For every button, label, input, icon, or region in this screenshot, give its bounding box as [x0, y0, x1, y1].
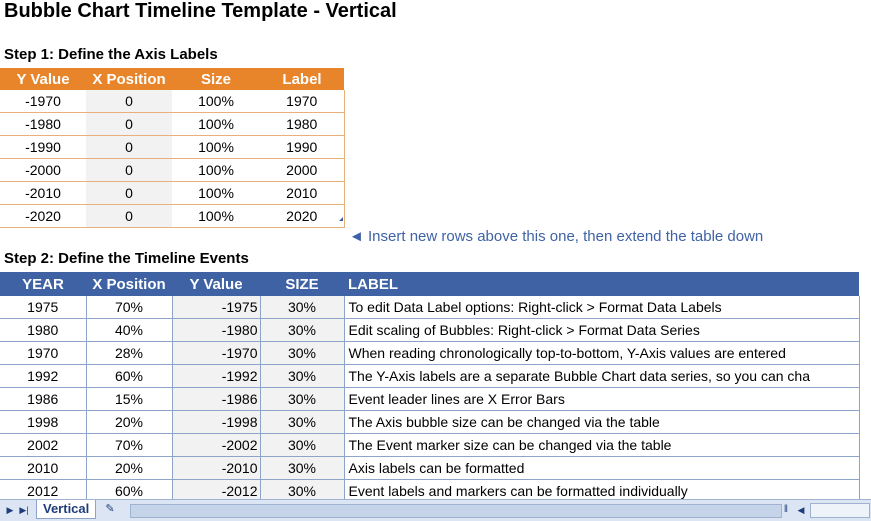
axis-yvalue-cell[interactable]: -2010	[0, 182, 86, 205]
axis-size-cell[interactable]: 100%	[172, 159, 260, 182]
insert-rows-hint: ◄ Insert new rows above this one, then extend the table down	[349, 228, 764, 245]
event-label-cell[interactable]: Event leader lines are X Error Bars	[344, 388, 859, 411]
axis-label-cell[interactable]: 2000	[260, 159, 344, 182]
axis-label-cell[interactable]: 1990	[260, 136, 344, 159]
axis-labels-table	[0, 68, 345, 228]
axis-col-label[interactable]: Label	[260, 68, 344, 90]
event-size-cell[interactable]: 30%	[260, 411, 344, 434]
axis-xposition-cell[interactable]: 0	[86, 205, 172, 228]
event-xposition-cell[interactable]: 20%	[86, 457, 172, 480]
event-label-cell[interactable]: Edit scaling of Bubbles: Right-click > Format Data Series	[344, 319, 859, 342]
axis-xposition-cell[interactable]: 0	[86, 159, 172, 182]
horizontal-scrollbar-track[interactable]	[130, 504, 782, 518]
axis-size-cell[interactable]: 100%	[172, 182, 260, 205]
timeline-events-table	[0, 272, 860, 503]
axis-size-cell[interactable]: 100%	[172, 113, 260, 136]
event-yvalue-cell[interactable]: -1998	[172, 411, 260, 434]
axis-table-row	[0, 113, 344, 136]
axis-xposition-cell[interactable]: 0	[86, 90, 172, 113]
axis-label-cell[interactable]: 2010	[260, 182, 344, 205]
event-label-cell[interactable]: The Axis bubble size can be changed via the table	[344, 411, 859, 434]
events-col-label[interactable]: LABEL	[344, 272, 859, 296]
event-yvalue-cell[interactable]: -1980	[172, 319, 260, 342]
event-label-cell[interactable]: Event labels and markers can be formatted individually	[344, 480, 859, 503]
event-size-cell[interactable]: 30%	[260, 480, 344, 503]
axis-xposition-cell[interactable]: 0	[86, 113, 172, 136]
event-xposition-cell[interactable]: 20%	[86, 411, 172, 434]
axis-size-cell[interactable]: 100%	[172, 90, 260, 113]
axis-yvalue-cell[interactable]: -1980	[0, 113, 86, 136]
step2-heading: Step 2: Define the Timeline Events	[4, 250, 249, 267]
axis-label-cell[interactable]: 2020	[260, 205, 344, 228]
events-col-year[interactable]: YEAR	[0, 272, 86, 296]
events-table-row	[0, 296, 859, 319]
event-year-cell[interactable]: 2012	[0, 480, 86, 503]
event-yvalue-cell[interactable]: -1986	[172, 388, 260, 411]
event-year-cell[interactable]: 1970	[0, 342, 86, 365]
axis-col-yvalue[interactable]: Y Value	[0, 68, 86, 90]
event-yvalue-cell[interactable]: -2002	[172, 434, 260, 457]
page-title: Bubble Chart Timeline Template - Vertical	[4, 0, 397, 22]
events-col-xposition[interactable]: X Position	[86, 272, 172, 296]
axis-yvalue-cell[interactable]: -2000	[0, 159, 86, 182]
step1-heading: Step 1: Define the Axis Labels	[4, 46, 218, 63]
event-label-cell[interactable]: The Y-Axis labels are a separate Bubble Chart data series, so you can cha	[344, 365, 859, 388]
axis-table-row	[0, 182, 344, 205]
table-resize-handle[interactable]	[339, 217, 343, 221]
axis-yvalue-cell[interactable]: -1990	[0, 136, 86, 159]
axis-size-cell[interactable]: 100%	[172, 205, 260, 228]
event-xposition-cell[interactable]: 15%	[86, 388, 172, 411]
event-yvalue-cell[interactable]: -2010	[172, 457, 260, 480]
event-xposition-cell[interactable]: 70%	[86, 434, 172, 457]
axis-xposition-cell[interactable]: 0	[86, 136, 172, 159]
axis-label-cell[interactable]: 1970	[260, 90, 344, 113]
event-year-cell[interactable]: 1998	[0, 411, 86, 434]
event-label-cell[interactable]: To edit Data Label options: Right-click > Format Data Labels	[344, 296, 859, 319]
event-size-cell[interactable]: 30%	[260, 319, 344, 342]
events-table-row	[0, 319, 859, 342]
events-col-yvalue[interactable]: Y Value	[172, 272, 260, 296]
events-table-row	[0, 365, 859, 388]
insert-sheet-icon[interactable]: ✎	[105, 503, 115, 515]
sheet-tab-vertical[interactable]: Vertical	[36, 500, 96, 519]
event-label-cell[interactable]: When reading chronologically top-to-bottom, Y-Axis values are entered	[344, 342, 859, 365]
axis-table-row	[0, 159, 344, 182]
event-size-cell[interactable]: 30%	[260, 457, 344, 480]
event-year-cell[interactable]: 2002	[0, 434, 86, 457]
events-table-row	[0, 388, 859, 411]
event-year-cell[interactable]: 1980	[0, 319, 86, 342]
sheet-tab-bar	[0, 499, 871, 521]
events-table-row	[0, 342, 859, 365]
event-xposition-cell[interactable]: 60%	[86, 480, 172, 503]
axis-yvalue-cell[interactable]: -2020	[0, 205, 86, 228]
axis-table-row	[0, 90, 344, 113]
event-xposition-cell[interactable]: 70%	[86, 296, 172, 319]
event-label-cell[interactable]: The Event marker size can be changed via the table	[344, 434, 859, 457]
axis-label-cell[interactable]: 1980	[260, 113, 344, 136]
tab-split-handle[interactable]: ‖	[783, 504, 789, 515]
axis-table-row	[0, 136, 344, 159]
last-sheet-icon[interactable]: ▶|	[19, 505, 29, 515]
event-yvalue-cell[interactable]: -2012	[172, 480, 260, 503]
events-col-size[interactable]: SIZE	[260, 272, 344, 296]
event-yvalue-cell[interactable]: -1970	[172, 342, 260, 365]
event-size-cell[interactable]: 30%	[260, 365, 344, 388]
event-year-cell[interactable]: 1992	[0, 365, 86, 388]
axis-yvalue-cell[interactable]: -1970	[0, 90, 86, 113]
scroll-left-icon[interactable]: ◀	[797, 505, 805, 515]
event-xposition-cell[interactable]: 40%	[86, 319, 172, 342]
event-year-cell[interactable]: 1986	[0, 388, 86, 411]
event-size-cell[interactable]: 30%	[260, 388, 344, 411]
event-label-cell[interactable]: Axis labels can be formatted	[344, 457, 859, 480]
events-table-row	[0, 457, 859, 480]
events-table-header-row	[0, 272, 859, 296]
events-table-row	[0, 434, 859, 457]
event-size-cell[interactable]: 30%	[260, 342, 344, 365]
axis-col-xposition[interactable]: X Position	[86, 68, 172, 90]
event-yvalue-cell[interactable]: -1992	[172, 365, 260, 388]
horizontal-scrollbar-thumb[interactable]	[810, 503, 870, 518]
event-size-cell[interactable]: 30%	[260, 296, 344, 319]
axis-xposition-cell[interactable]: 0	[86, 182, 172, 205]
event-yvalue-cell[interactable]: -1975	[172, 296, 260, 319]
first-sheet-icon[interactable]: ▶	[6, 505, 14, 515]
axis-col-size[interactable]: Size	[172, 68, 260, 90]
axis-table-header-row	[0, 68, 344, 90]
axis-size-cell[interactable]: 100%	[172, 136, 260, 159]
event-year-cell[interactable]: 1975	[0, 296, 86, 319]
event-xposition-cell[interactable]: 60%	[86, 365, 172, 388]
axis-table-row	[0, 205, 344, 228]
event-year-cell[interactable]: 2010	[0, 457, 86, 480]
events-table-row	[0, 411, 859, 434]
event-xposition-cell[interactable]: 28%	[86, 342, 172, 365]
event-size-cell[interactable]: 30%	[260, 434, 344, 457]
